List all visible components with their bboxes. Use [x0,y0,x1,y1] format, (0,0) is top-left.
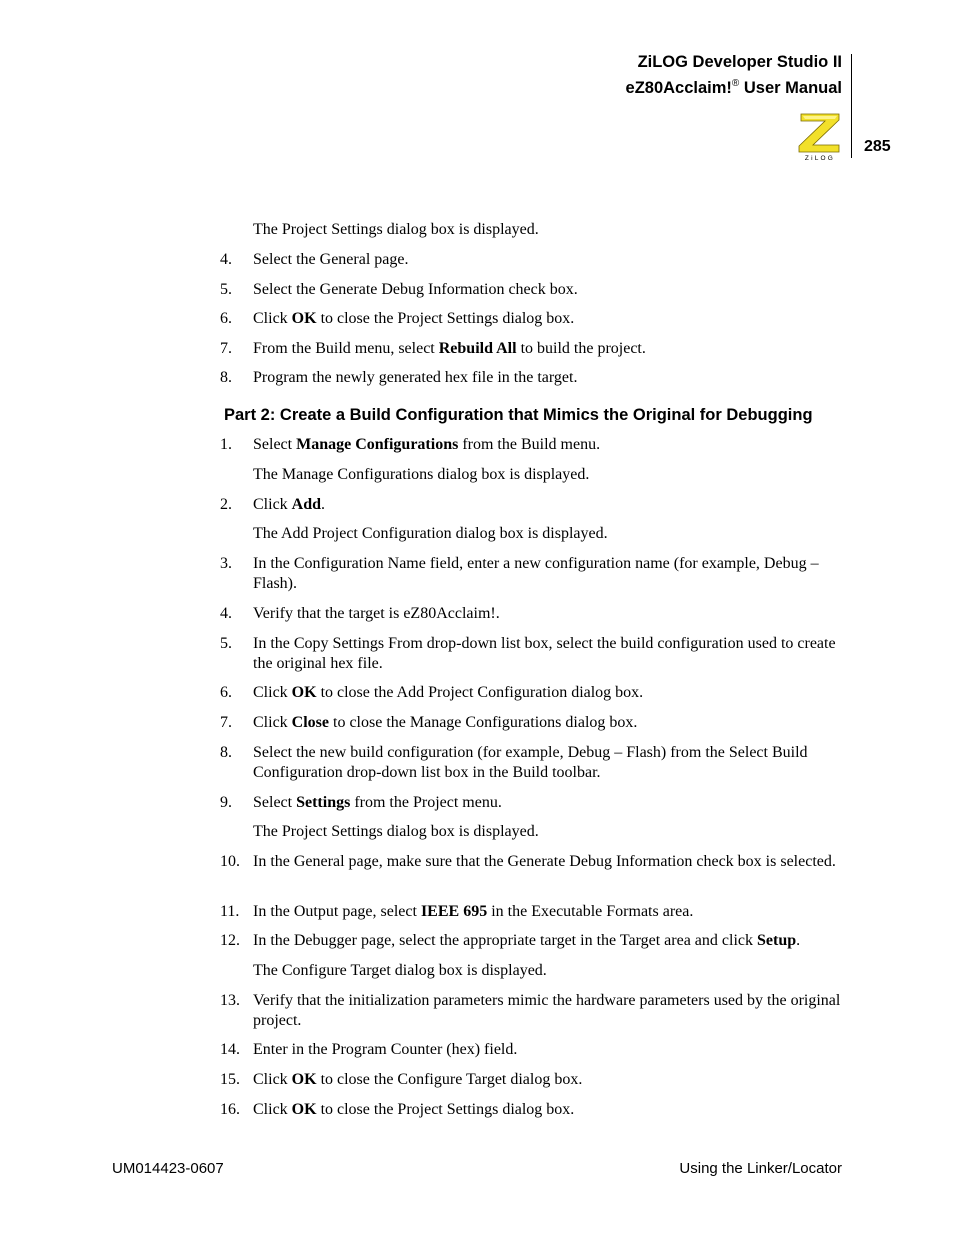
step-text: Verify that the target is eZ80Acclaim!. [253,605,500,622]
step-number: 9. [220,794,232,811]
step-number: 3. [220,555,232,572]
step-text: In the General page, make sure that the Generate Debug Information check box is selected. [253,853,836,870]
step-number: 4. [220,251,232,268]
step-text: Verify that the initialization parameters mimic the hardware parameters used by the original project. [253,992,841,1029]
step-text: Click Close to close the Manage Configurations dialog box. [253,714,638,731]
step-number: 2. [220,496,232,513]
step-number: 7. [220,340,232,357]
header-product: eZ80Acclaim! [625,79,732,97]
step-text: Select Manage Configurations from the Build menu. [253,436,601,453]
step-text: In the Output page, select IEEE 695 in the Executable Formats area. [253,903,694,920]
step-number: 8. [220,744,232,761]
step-text: Program the newly generated hex file in the target. [253,369,578,386]
step-text: Enter in the Program Counter (hex) field. [253,1041,518,1058]
step-text: Click OK to close the Project Settings dialog box. [253,310,575,327]
step-text: Select the Generate Debug Information check box. [253,281,578,298]
footer-section: Using the Linker/Locator [679,1160,842,1177]
step-text: Select Settings from the Project menu. [253,794,502,811]
step-number: 8. [220,369,232,386]
header-divider [851,54,852,158]
step-text: Click OK to close the Project Settings dialog box. [253,1101,575,1118]
step-text: In the Copy Settings From drop-down list box, select the build configuration used to create the original hex file. [253,635,836,672]
step-note: The Configure Target dialog box is displayed. [253,962,547,979]
step-number: 11. [220,903,240,920]
section-heading: Part 2: Create a Build Configuration that Mimics the Original for Debugging [224,406,813,424]
header-title: ZiLOG Developer Studio II [637,53,842,71]
step-number: 6. [220,684,232,701]
step-number: 15. [220,1071,240,1088]
step-note: The Project Settings dialog box is displayed. [253,823,539,840]
step-number: 4. [220,605,232,622]
page-number: 285 [864,138,891,155]
step-text: Click OK to close the Configure Target dialog box. [253,1071,583,1088]
logo-text: ZiLOG [804,155,836,161]
step-text: From the Build menu, select Rebuild All to build the project. [253,340,646,357]
step-text: In the Debugger page, select the appropriate target in the Target area and click Setup. [253,932,801,949]
step-number: 12. [220,932,240,949]
step-note: The Manage Configurations dialog box is displayed. [253,466,590,483]
step-text: Select the General page. [253,251,409,268]
step-note: The Add Project Configuration dialog box is displayed. [253,525,608,542]
step-text: In the Configuration Name field, enter a new configuration name (for example, Debug – Flash). [253,555,819,592]
zilog-logo [795,111,845,161]
step-text: Click Add. [253,496,326,513]
step-number: 1. [220,436,232,453]
step-number: 14. [220,1041,240,1058]
step-number: 5. [220,635,232,652]
intro-note: The Project Settings dialog box is displayed. [253,221,539,238]
header-manual: User Manual [739,79,842,97]
step-text: Select the new build configuration (for example, Debug – Flash) from the Select Build Configuration drop-down list box in the Build toolbar. [253,744,808,781]
step-number: 7. [220,714,232,731]
step-number: 16. [220,1101,240,1118]
step-number: 13. [220,992,240,1009]
step-text: Click OK to close the Add Project Configuration dialog box. [253,684,644,701]
step-number: 5. [220,281,232,298]
header-subtitle [626,73,842,99]
footer-doc-id: UM014423-0607 [112,1160,224,1177]
step-number: 6. [220,310,232,327]
running-header [626,52,842,99]
registered-mark: ® [731,78,740,89]
step-number: 10. [220,853,240,870]
